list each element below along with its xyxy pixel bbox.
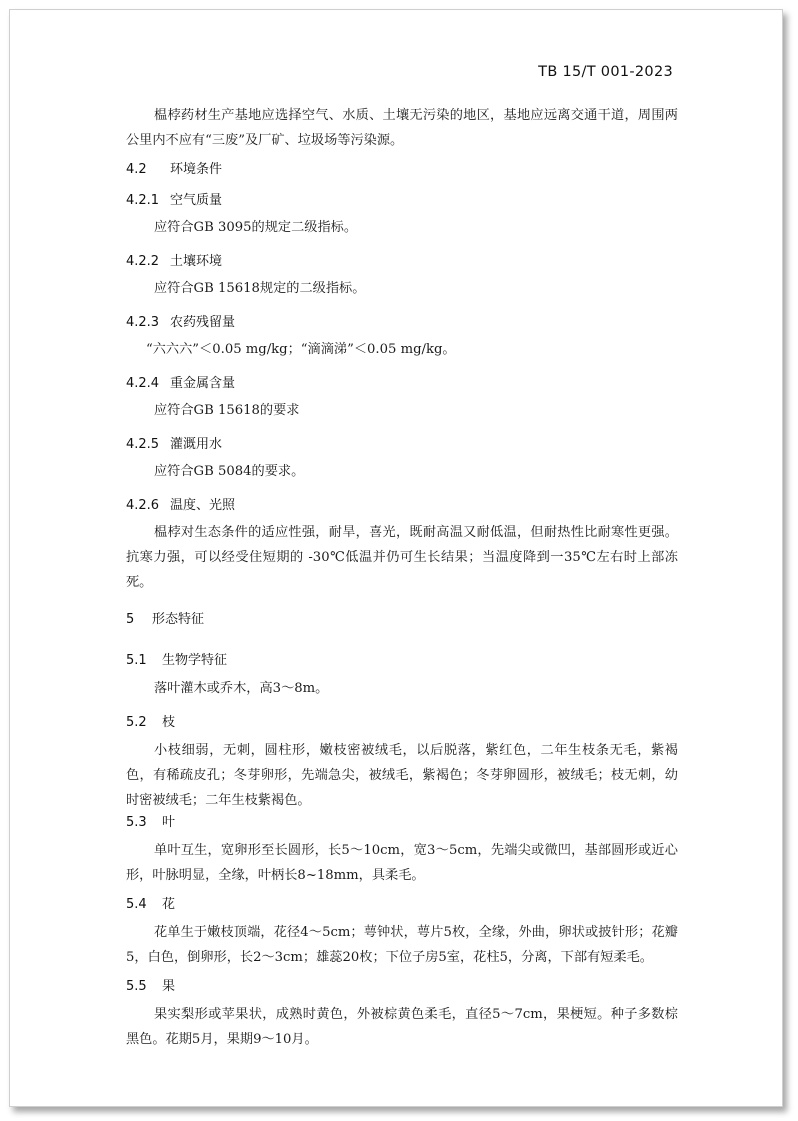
heading-number: 4.2 [126,162,147,177]
heading-4-2-3 [126,311,235,330]
heading-title: 花 [162,897,176,912]
document-code: TB 15/T 001-2023 [538,64,673,80]
heading-5-5 [126,975,175,994]
intro-paragraph: 榅桲药材生产基地应选择空气、水质、土壤无污染的地区，基地应远离交通干道，周围两公里内不应有“三废”及厂矿、垃圾场等污染源。 [126,108,678,148]
heading-5 [126,608,204,627]
paragraph-5-2: 小枝细弱，无刺，圆柱形，嫩枝密被绒毛，以后脱落，紫红色，二年生枝条无毛，紫褐色，有稀疏皮孔；冬芽卵形，先端急尖，被绒毛，紫褐色；冬芽卵圆形，被绒毛；枝无刺，幼时密被绒毛；二年生枝紫褐色。 [126,743,678,808]
heading-title: 形态特征 [152,612,205,627]
heading-number: 5.3 [126,815,147,830]
heading-4-2-2 [126,250,222,269]
heading-5-4 [126,893,175,912]
paragraph-5-1: 落叶灌木或乔木，高3～8m。 [154,681,329,696]
heading-number: 4.2.5 [126,437,160,452]
heading-number: 4.2.2 [126,254,160,269]
heading-number: 5.5 [126,979,147,994]
heading-number: 5.2 [126,715,147,730]
paragraph-4-2-3: “六六六”＜0.05 mg/kg；“滴滴涕”＜0.05 mg/kg。 [146,342,456,357]
heading-number: 5 [126,612,135,627]
paragraph-4-2-5: 应符合GB 5084的要求。 [154,464,305,479]
paragraph-5-5: 果实梨形或苹果状，成熟时黄色，外被棕黄色柔毛，直径5～7cm，果梗短。种子多数棕黑色。花期5月，果期9～10月。 [126,1007,678,1047]
heading-title: 农药残留量 [170,315,236,330]
heading-number: 5.4 [126,897,147,912]
heading-title: 灌溉用水 [170,437,223,452]
heading-4-2 [126,158,222,177]
paragraph-4-2-2: 应符合GB 15618规定的二级指标。 [154,281,366,296]
heading-number: 5.1 [126,653,147,668]
heading-number: 4.2.4 [126,376,160,391]
heading-5-3 [126,811,175,830]
heading-title: 叶 [162,815,176,830]
paragraph-4-2-6: 榅桲对生态条件的适应性强，耐旱，喜光，既耐高温又耐低温，但耐热性比耐寒性更强。抗寒力强，可以经受住短期的 -30℃低温并仍可生长结果；当温度降到一35℃左右时上部冻死。 [126,525,678,590]
heading-5-1 [126,649,227,668]
paragraph-5-3: 单叶互生，宽卵形至长圆形，长5～10cm，宽3～5cm，先端尖或微凹，基部圆形或近心形，叶脉明显，全缘，叶柄长8~18mm，具柔毛。 [126,843,678,883]
heading-title: 空气质量 [170,193,223,208]
heading-5-2 [126,711,175,730]
heading-title: 果 [162,979,176,994]
heading-4-2-5 [126,433,222,452]
heading-4-2-1 [126,189,222,208]
heading-title: 生物学特征 [162,653,228,668]
paragraph-5-4: 花单生于嫩枝顶端，花径4～5cm；萼钟状，萼片5枚，全缘，外曲，卵状或披针形；花瓣 5，白色，倒卵形，长2～3cm；雄蕊20枚；下位子房5室，花柱5，分离，下部有短柔毛。 [126,925,678,965]
heading-4-2-4 [126,372,235,391]
paragraph-4-2-1: 应符合GB 3095的规定二级指标。 [154,220,358,235]
heading-number: 4.2.1 [126,193,160,208]
heading-title: 土壤环境 [170,254,223,269]
heading-title: 环境条件 [170,162,223,177]
paragraph-4-2-4: 应符合GB 15618的要求 [154,403,300,418]
heading-number: 4.2.6 [126,498,160,513]
heading-4-2-6 [126,494,235,513]
heading-title: 枝 [162,715,176,730]
heading-title: 温度、光照 [170,498,236,513]
heading-title: 重金属含量 [170,376,236,391]
heading-number: 4.2.3 [126,315,160,330]
